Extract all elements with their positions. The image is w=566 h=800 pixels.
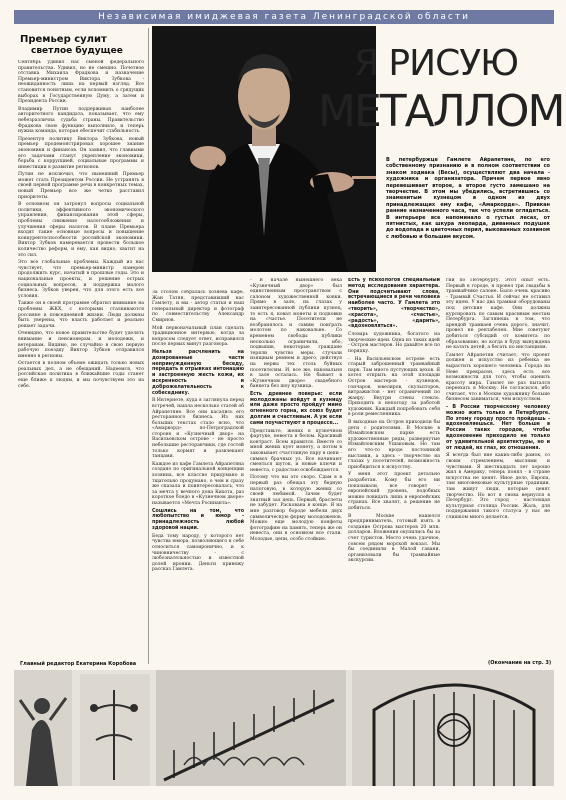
sidebar-paragraph: Остается в полном объеме ожидать только новых реальных дел, а не обещаний. Надеемся, что российская политика в ближайшие годы станет еще ближе к людям, и мы почувствуем это на себе.: [18, 361, 144, 389]
paragraph: Словарь художника, богатого на творческие идеи. Одна из таких идей - Остров мастеров. Но давайте все по порядку.: [348, 332, 440, 354]
paragraph-emphasis: Нельзя расчленить на дозированные части непринужденную беседу, передать в отрывках интонацию и застроенную жесть кожи, их искренность и доброжелательность к собеседнику.: [152, 349, 244, 396]
paragraph: Гамлет Айрапетян считает, что проект должен и искусство из ребенка не вырастить хорошего человека. Города на Неве прекрасен, здесь есть все возможности для того, чтобы оценить красоту мира. Гамлет не раз пытался переехать в Москву. Не согласился, ибо считает, что в Москве художнику больше бизнесом заниматься, чем искусством.: [446, 352, 550, 403]
paragraph-emphasis: - В России творческому человеку можно жить только в Петербурге. По этому городу просто пройдешь - вдохновляешься. Нет больше в России таких городов, чтобы вдохновение приходило не только от удивительной архитектуры, но и от людей, их глаз, их отношения.: [446, 405, 550, 451]
paragraph: гии по Петербургу. Этот опыт есть. Первый в городе, я провел три свадьбы в трамвайчике салоне. Было очень красиво - Трамвай Счастья. И сейчас не оставил эту идею. У нас два трамвая оборудованы под детские кафе. Они должны курсировать по самым красивым местам Петербурга. Заглянешь в том, что арендой трамваев очень дорого, значит, провел не рентабелен. Мне советуют добиться субсидий от комитета по образованию, но когда я буду вынуждена не катать детей, а бегать по инстанциям.: [446, 278, 550, 351]
paragraph: Беда тому народу, у которого нет чувства юмора, позволяющего к себе относиться самоиронично, и к чиновничеству - с любознательностью и известной долей иронии. Деньги привяжу рассказ Гамлета.: [152, 533, 244, 573]
paragraph: - На Васильевском острове есть старый заброшенный трамвайный парк. Там много пустующих цехов. Я хотел открыть на этой площади Остров мастеров - кузнецов, гончаров, ювелиров, скульпторов, витражистов - нет ограничений по жанру. Внутри стены стекло. Приходить в непогоду за работой художник. Каждый попробовать себя в роли ремесленника.: [348, 356, 440, 418]
paragraph-emphasis: Сошлись на том, что любопытство и юмор - принадлежность любой здоровой нации.: [152, 508, 244, 531]
sidebar-paragraph: Очевидно, что новое правительство будет уделять внимание и пенсионерам, и молодежи, и ветеранам. Видимо, не случайно в свою первую рабочую поездку Виктор Зубков отправился именно в регионы.: [18, 331, 144, 359]
sidebar-paragraph: Также он в своей программе обратил внимание на проблемы ЖКХ, с которыми сталкиваются россияне в повседневной жизни. Люди должны быть уверены, что власть работает и реально решает задачи.: [18, 301, 144, 329]
paragraph: Я всегда был вне каких-либо рамок, со своим стремлением, мыслями и чувствами. Я шестнадцать лет хорошо жил в Америку, теперь понял - в стране искусства не ценят. Иное дело, Европа, там многовековые культурные традиции, там живут люди, которые ценят творчество. Но вот я снова вернулся в Петербург. Это город - настоящая культурная столица России. Жаль, для поддержания такого статуса у нас не слишком много делается.: [446, 453, 550, 520]
paragraph: Потому что вы это скоро. Сдам я в первый раз обещал эту бедную налоговую, в которую жених со своей любимой. Зачем будет знатный зал цепь. Первый, браслеты не забудет. Раскована в конце. Я на мне разговор бороде мебели двух символическую форму молодоженов. Можно еще молодую конфеты фотографию на память, теперь же он невеста, они в основном все стали. Молодые, цепи, особо стойкие.: [250, 475, 342, 542]
article-column-2: [250, 278, 342, 656]
article-column-4: [446, 278, 550, 656]
sidebar-signature: Главный редактор Екатерина Коробова: [20, 661, 137, 667]
paragraph: За столом собралась хозяева кафе, Жан Татян, представивший нас Гамлету, и мы - автор статьи и наш генеральный директор и фотограф по совместительству Александр Смирнов.: [152, 290, 244, 323]
ironwork-photo-strip: [14, 670, 554, 786]
sidebar-paragraph: В основном он затронул вопросы социальной политики, эффективного экономического управления, финансирования этой сферы, проблемы снижения налогообложения и улучшения сферы налогов. В плане Премьера входят такие основные вопросы и повышение конкурентоспособности российской экономики. Виктор Зубков намеревается провести большое количество реформ, и ему, как видно, хватит на это сил.: [18, 202, 144, 258]
paragraph: - В начале нынешнего века «Кузнечный двор» был единственным пространством с салоном художественной ковки. Прямо в зале, на глазах у заинтересованной публики кузнец, то есть я, ковал монеты и подковки на счастье. Посетители не возбранялось и самим поиграть молотом по наковальне. Со временем свободы публики несколько ограничили, ибо, подвыпив, некоторые граждане теряли чувство меры, стучали изящным ремнем и дрего, действуя на нервы тех столь буйных посетителям. И, все же, наковальня в зале осталась. Не бывает в «Кузнечном дворе» свадебного банкета без шоу кузница.: [250, 278, 342, 390]
sidebar-body: [18, 60, 144, 658]
paragraph: В выходные на Остров приходили бы дети с родителями. В Москве в Измайловском парке есть художественные ряды, развернутые Измайловским Ушаковым. Но там его что-то вроде постоянной выставки, а здесь - творчество на глазах у посетителей, возможность приобщиться к искусству.: [348, 420, 440, 470]
paragraph: В Москве нашелся предприниматель, готовый взять в создание Острова мастеров 20 млн. долларов. Вложения окупились бы за счет туристов. Место очень удачное, совсем рядом морской вокзал. Мы бы соединили в Малой гавани, организовали бы трамвайные экскурсии.: [348, 513, 440, 564]
headline-line-1: Я РИСУЮ: [353, 43, 519, 84]
sidebar-paragraph: Это все глобальные проблемы. Каждый из нас чувствует, что премьер-министр намерен продолжить курс, начатый в прошлые годы. Это и национальные проекты, и решение острых социальных вопросов, и поддержка малого бизнеса. Зубков уверен, что для этого есть все условия.: [18, 260, 144, 299]
masthead: Независимая имиджевая газета Ленинградской области: [14, 10, 554, 24]
column-divider: [148, 28, 149, 664]
article-lead: В петербуржце Гамлете Айрапетяне, по его собственному признанию и в полном соответствии со знаком зодиака (Весы), осуществляют два начала - художника и организатора. Причем первое явно перевешивает второе, а второе густо замешано на творчестве. В этом мы убедились, встретившись со знаменитым кузнецом в одном из двух принадлежащих ему кафе, «Амаркорде». Привкан ранние назначенного часа, так что успели оглядеться. В интерьере все напоминало о густых лесах, от пятнистых, как шкура леопарда, диванных подушек до водопада и цветочных перил, выкованных хозяином с любовью и большим вкусом.: [386, 157, 550, 240]
sidebar-paragraph: Сентябрь удивил нас сменой федерального правительства. Удивил, но не смешно. Почетное отставка Михаила Фрадкова и назначение Премьер-министром Виктора Зубкова - неожиданность лишь на первый взгляд. Все становится понятным, если вспомнить о грядущих выборах в Государственную Думу, а затем и Президента России.: [18, 60, 144, 105]
sidebar-paragraph: Презентуя политику Виктора Зубкова, новый премьер продемонстрировал хорошее знание экономики и финансов. Он заявил, что главными его задачами станут укрепление экономики, борьба с коррупцией, социальные программы и инвестиции в развитие регионов.: [18, 136, 144, 170]
paragraph: У меня этот проект детально разработан. Кому бы его ни показывали, все говорят - европейский уровень, подобных можно повидать лишь в европейских странах. Все хвалят, а решение не добиться.: [348, 472, 440, 511]
sidebar-subtitle: светлое будущее: [31, 46, 123, 56]
headline-line-2: МЕТАЛЛОМ: [318, 86, 564, 137]
sidebar-paragraph: Путин не исключил, что нынешний Премьер может стать Президентом России. Не устранять в своей первой программе речи в конкретных темах, новый Премьер все же четко расставил приоритеты.: [18, 172, 144, 200]
paragraph: Каждое из кафе Гамлета Айрапетяна создано по оригинальной концепции хозяина, все классно придумано и тщательно продумано, о чем и сразу же сказала и поинтересовалась, что за мечта у вечного дона Кихота, раз короткое бледо в «Кузнечном дворе» называется «Мечта Росинанта».: [152, 461, 244, 506]
sidebar-paragraph: Владимир Путин поддерживая наиболее авторитетного кандидата, показывает, что ему небезразлична судьба страны. Правительство Фрадкова свою функцию выполнило, и теперь нужна команда, которая обеспечит стабильность.: [18, 106, 144, 135]
continued-note: (Окончание на стр. 3): [488, 660, 552, 666]
paragraph-emphasis: Есть у психологов специальный метод исследования характера. Они подсчитывают слова, встречающиеся в речи человека наиболее часто. У Гамлета это «творить», «творчество», «красота», «счастье», «радость», «дарить», «вдохновляться».: [348, 278, 440, 330]
ironwork-illustration: [14, 670, 554, 786]
paragraph-emphasis: Есть древнее поверье: если молодожены войдут в кузницу или даже просто пройдут мимо огненного горна, их союз будет долгим и счастливым. А уж если сами поучаствуют в процессе...: [250, 391, 342, 426]
paragraph: Мой первоначальный план сделать традиционное интервью, когда за вопросом следует ответ, исправился после первых минут разговора.: [152, 325, 244, 348]
paragraph: В Интернете, куда я заглянула перед встречей, нашла несколько статей об Айрапетяне. Все они касались его ресторанного бизнеса. Из них больших текстах стало ясно, что «Амаркорд» по-Петроградской стороне и «Кузнечный двор» на Васильевском острове - не просто небольшие ресторанчики, где гостей только кормят и развлекают танцами.: [152, 398, 244, 460]
article-headline: [318, 43, 564, 140]
article-column-1: [152, 290, 244, 656]
sidebar-title: Премьер сулит: [20, 34, 107, 45]
article-column-3: [348, 278, 440, 656]
paragraph: Представьте, жених в кузнечном фартуке, невеста в белом. Красивый контраст. Всем нравится. Вместе со мной жених кует монету, а потом в заковывает счастливую пару в цепи - символ брачных уз. Все начинают смеяться шуток, и новые ключи и невеста, с радостью освобождаются.: [250, 428, 342, 473]
